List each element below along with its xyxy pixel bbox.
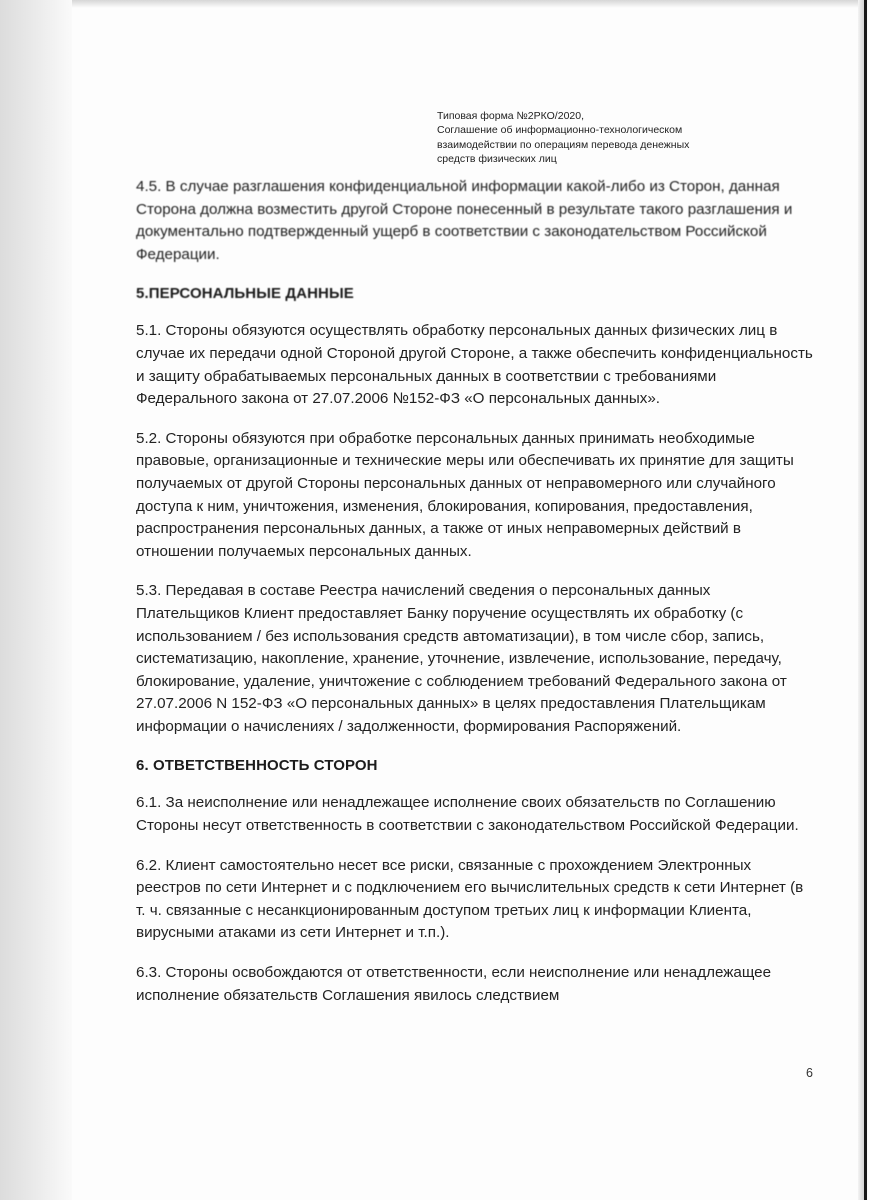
scan-edge-right bbox=[858, 0, 874, 1200]
document-body bbox=[136, 176, 816, 1024]
paragraph-6-2: 6.2. Клиент самостоятельно несет все риски, связанные с прохождением Электронных реестров по сети Интернет и с подключением его вычислительных средств к сети Интернет (в т. ч. связанные с несанкционированным доступом третьих лиц к информации Клиента, вирусными атаками из сети Интернет и т.п.). bbox=[136, 856, 804, 942]
header-line: взаимодействии по операциям перевода денежных bbox=[437, 138, 690, 151]
page-number: 6 bbox=[806, 1066, 813, 1080]
section-heading-personal-data: 5.ПЕРСОНАЛЬНЫЕ ДАННЫЕ bbox=[136, 285, 354, 303]
scan-edge-top bbox=[72, 0, 858, 8]
scan-shadow-left bbox=[0, 0, 72, 1200]
section-heading-liability: 6. ОТВЕТСТВЕННОСТЬ СТОРОН bbox=[136, 757, 378, 775]
document-form-header bbox=[437, 109, 737, 167]
paragraph-4-5: 4.5. В случае разглашения конфиденциальной информации какой-либо из Сторон, данная Сторона должна возместить другой Стороне понесенный в результате такого разглашения и документально подтвержденный ущерб в соответствии с законодательством Российской Федерации. bbox=[136, 178, 793, 263]
header-line: Типовая форма №2РКО/2020, bbox=[437, 110, 585, 122]
paragraph-6-1: 6.1. За неисполнение или ненадлежащее исполнение своих обязательств по Соглашению Стороны несут ответственность в соответствии с законодательством Российской Федерации. bbox=[136, 794, 799, 835]
paragraph-6-3: 6.3. Стороны освобождаются от ответственности, если неисполнение или ненадлежащее исполнение обязательств Соглашения явилось следствием bbox=[136, 964, 772, 1004]
header-line: средств физических лиц bbox=[437, 153, 557, 166]
header-line: Соглашение об информационно-технологическом bbox=[437, 124, 683, 137]
paragraph-5-1: 5.1. Стороны обязуются осуществлять обработку персональных данных физических лиц в случае их передачи одной Стороной другой Стороне, а также обеспечить конфиденциальность и защиту обрабатываемых персональных данных в соответствии с требованиями Федерального закона от 27.07.2006 №152-ФЗ «О персональных данных». bbox=[136, 322, 813, 408]
paragraph-5-2: 5.2. Стороны обязуются при обработке персональных данных принимать необходимые правовые, организационные и технические меры или обеспечивать их принятие для защиты получаемых от другой Стороны персональных данных от неправомерного или случайного доступа к ним, уничтожения, изменения, блокирования, копирования, предоставления, распространения персональных данных, а также от иных неправомерных действий в отношении получаемых персональных данных. bbox=[136, 429, 794, 560]
paragraph-5-3: 5.3. Передавая в составе Реестра начислений сведения о персональных данных Плательщиков Клиент предоставляет Банку поручение осуществлять их обработку (с использованием / без использования средств автоматизации), в том числе сбор, запись, систематизацию, накопление, хранение, уточнение, извлечение, использование, передачу, блокирование, удаление, уничтожение с соблюдением требований Федерального закона от 27.07.2006 N 152-ФЗ «О персональных данных» в целях предоставления Плательщикам информации о начислениях / задолженности, формирования Распоряжений. bbox=[136, 582, 787, 735]
